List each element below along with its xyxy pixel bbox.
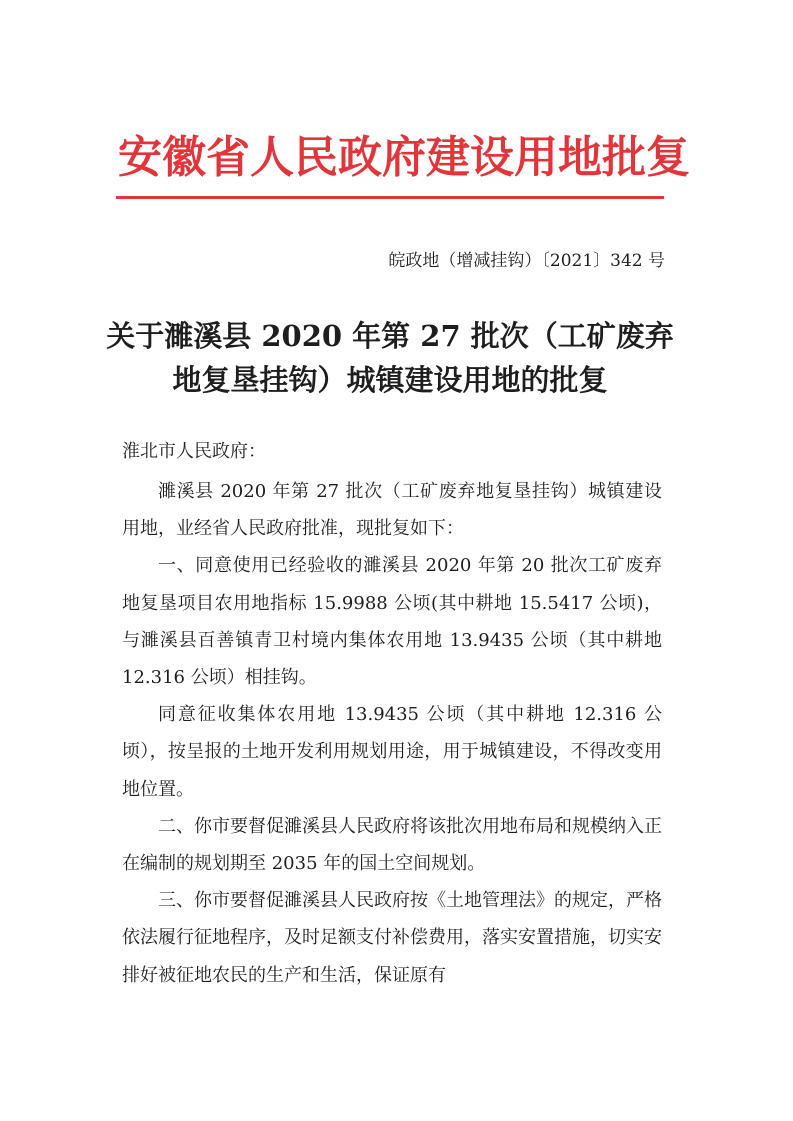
document-number: 皖政地（增减挂钩）〔2021〕342 号 — [388, 251, 665, 271]
document-title-line-1: 关于濉溪县 2020 年第 27 批次（工矿废弃 — [106, 319, 674, 353]
addressee: 淮北市人民政府： — [122, 441, 266, 462]
document-body — [122, 473, 662, 994]
red-divider-line — [116, 196, 664, 199]
body-paragraph-5: 三、你市要督促濉溪县人民政府按《土地管理法》的规定，严格依法履行征地程序，及时足额支付补偿费用，落实安置措施，切实安排好被征地农民的生产和生活，保证原有 — [122, 890, 662, 986]
body-paragraph-4: 二、你市要督促濉溪县人民政府将该批次用地布局和规模纳入正在编制的规划期至 2035 年的国土空间规划。 — [122, 815, 662, 875]
body-paragraph-3: 同意征收集体农用地 13.9435 公顷（其中耕地 12.316 公顷），按呈报的土地开发利用规划用途，用于城镇建设，不得改变用地位置。 — [122, 704, 662, 800]
body-paragraph-2: 一、同意使用已经验收的濉溪县 2020 年第 20 批次工矿废弃地复垦项目农用地指标 15.9988 公顷(其中耕地 15.5417 公顷)，与濉溪县百善镇青卫村境内集体农用地 13.9435 公顷（其中耕地 12.316 公顷）相挂钩。 — [122, 555, 662, 689]
issuer-header-title: 安徽省人民政府建设用地批复 — [118, 132, 690, 183]
document-title — [90, 314, 690, 402]
document-title-line-2: 地复垦挂钩）城镇建设用地的批复 — [172, 363, 608, 397]
body-paragraph-1: 濉溪县 2020 年第 27 批次（工矿废弃地复垦挂钩）城镇建设用地，业经省人民政府批准，现批复如下： — [122, 481, 662, 540]
